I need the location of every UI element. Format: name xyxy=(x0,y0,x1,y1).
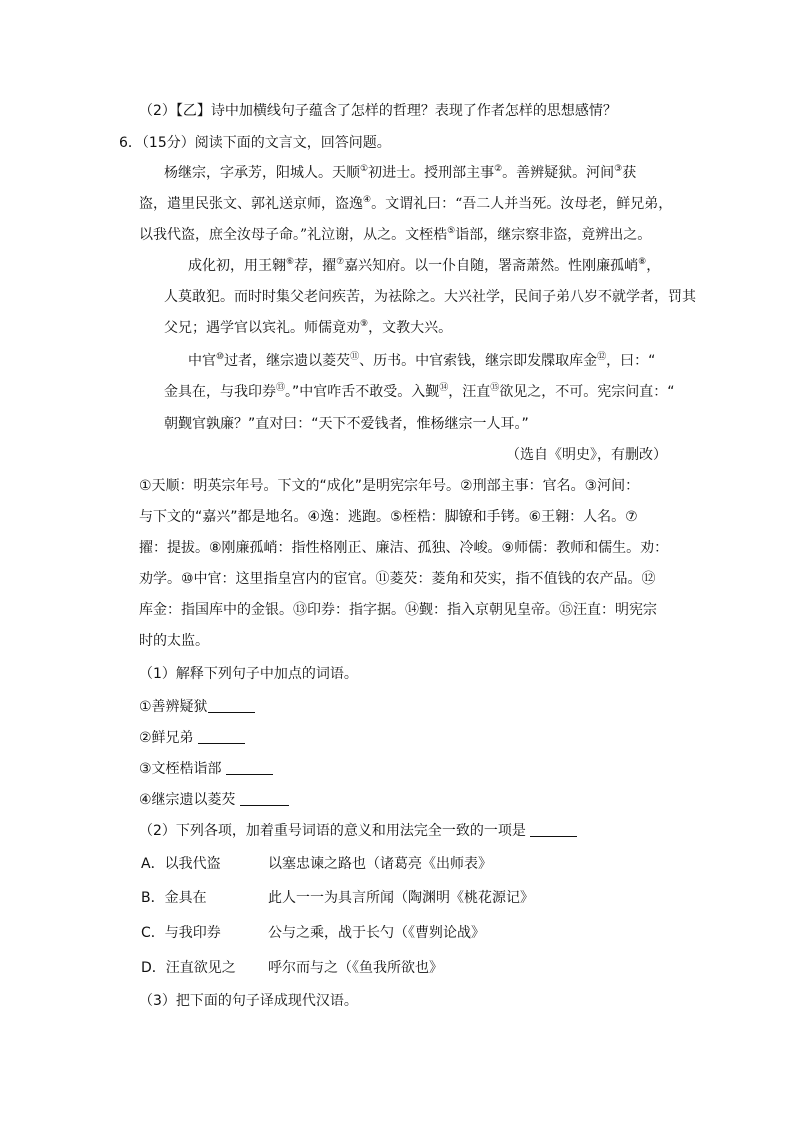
passage-text: 以我代盗，庶全汝母子命。”礼泣谢，从之。文桎梏 xyxy=(139,227,448,243)
passage-source: （选自《明史》，有删改） xyxy=(506,447,667,463)
footnote-marker: ⑩ xyxy=(216,352,225,362)
passage-p2-line1 xyxy=(188,256,660,276)
item-text: ③文桎梏诣部 xyxy=(139,761,227,777)
option-c[interactable] xyxy=(141,923,485,943)
option-label: B．金具在 xyxy=(141,890,207,906)
question-text: （2）下列各项，加着重号词语的意义和用法完全一致的一项是 xyxy=(139,823,531,839)
passage-text: 、历书。中官索钱，继宗即发牒取库金 xyxy=(359,353,598,369)
item-text: ②鲜兄弟 xyxy=(139,730,199,746)
option-text: 以塞忠谏之路也（诸葛亮《出师表》 xyxy=(268,856,492,872)
answer-blank[interactable] xyxy=(226,760,273,775)
footnote-marker: ⑥ xyxy=(286,257,295,267)
passage-text: 嘉兴知府。以一仆自随，署斋萧然。性刚廉孤峭 xyxy=(344,258,639,274)
footnote-marker: ⑮ xyxy=(490,383,500,393)
passage-text: 人莫敢犯。而时时集父老问疾苦，为祛除之。大兴社学，民间子弟八岁不就学者，罚其 xyxy=(164,289,696,305)
item-text: ④继宗遗以菱芡 xyxy=(139,792,241,808)
q6-header: 6．（15分）阅读下面的文言文，回答问题。 xyxy=(119,135,391,151)
option-label: C．与我印券 xyxy=(141,925,221,941)
passage-p1-line3 xyxy=(139,225,651,245)
sub-question-2 xyxy=(139,821,577,841)
passage-text: 。善辨疑狱。河间 xyxy=(502,165,615,181)
passage-text: 中官 xyxy=(188,353,216,369)
option-d[interactable] xyxy=(141,958,443,978)
option-b[interactable] xyxy=(141,888,534,908)
sub-question-1: （1）解释下列句子中加点的词语。 xyxy=(139,666,358,682)
passage-text: 荐，擢 xyxy=(294,258,337,274)
sub-question-3: （3）把下面的句子译成现代汉语。 xyxy=(139,993,358,1009)
annotation-line: 擢：提拔。⑧刚廉孤峭：指性格刚正、廉洁、孤独、冷峻。⑨师儒：教师和儒生。劝： xyxy=(139,540,669,556)
answer-blank[interactable] xyxy=(240,791,289,806)
option-text: 呼尔而与之（《鱼我所欲也》 xyxy=(268,960,443,976)
passage-text: 初进士。授刑部主事 xyxy=(368,165,495,181)
footnote-marker: ⑭ xyxy=(439,383,449,393)
footnote-marker: ⑧ xyxy=(638,257,647,267)
annotation-line: 劝学。⑩中官：这里指皇宫内的宦官。⑪菱芡：菱角和芡实，指不值钱的农产品。⑫ xyxy=(139,571,656,587)
item-1 xyxy=(139,697,255,717)
footnote-marker: ⑦ xyxy=(336,257,345,267)
passage-p3-line3 xyxy=(164,414,529,434)
passage-text: 欲见之，不可。宪宗问直：“ xyxy=(499,384,675,400)
passage-text: 诣部，继宗察非盗，竟辨出之。 xyxy=(455,227,652,243)
item-text: ①善辨疑狱 xyxy=(139,699,208,715)
passage-text: 过者，继宗遗以菱芡 xyxy=(224,353,351,369)
annotation-line: 与下文的“嘉兴”都是地名。④逸：逃跑。⑤桎梏：脚镣和手铐。⑥王翱：人名。⑦ xyxy=(139,509,638,525)
passage-p2-line3 xyxy=(164,318,452,338)
option-text: 此人一一为具言所闻（陶渊明《桃花源记》 xyxy=(268,890,534,906)
footnote-marker: ⑬ xyxy=(276,383,286,393)
passage-p3-line2 xyxy=(164,382,675,402)
passage-p2-line2 xyxy=(164,287,696,307)
item-2 xyxy=(139,728,245,748)
footnote-marker: ⑪ xyxy=(350,352,360,362)
passage-text: 父兄；遇学官以宾礼。师儒竟劝 xyxy=(164,320,360,336)
passage-text: ，曰：“ xyxy=(606,353,656,369)
passage-text: 。”中官咋舌不敢受。入觐 xyxy=(285,384,440,400)
passage-p3-line1 xyxy=(188,351,655,371)
option-text: 公与之乘，战于长勺（《曹刿论战》 xyxy=(268,925,485,941)
answer-blank[interactable] xyxy=(208,698,255,713)
answer-blank[interactable] xyxy=(198,729,245,744)
passage-p1-line1 xyxy=(164,163,636,183)
passage-text: ，汪直 xyxy=(448,384,491,400)
passage-text: ，文教大兴。 xyxy=(368,320,453,336)
footnote-marker: ⑨ xyxy=(360,319,369,329)
passage-text: 。文谓礼曰：“吾二人并当死。汝母老，鲜兄弟， xyxy=(371,196,673,212)
annotation-line: 库金：指国库中的金银。⑬印券：指字据。⑭觐：指入京朝见皇帝。⑮汪直：明宪宗 xyxy=(139,602,657,618)
item-4 xyxy=(139,790,289,810)
passage-text: 金具在，与我印券 xyxy=(164,384,276,400)
passage-text: 朝觐官孰廉？”直对曰：“天下不爱钱者，惟杨继宗一人耳。” xyxy=(164,416,529,432)
option-label: D．汪直欲见之 xyxy=(141,960,236,976)
annotation-line: 时的太监。 xyxy=(139,633,209,649)
passage-p1-line2 xyxy=(139,194,672,214)
passage-text: 成化初，用王翱 xyxy=(188,258,286,274)
footnote-marker: ⑤ xyxy=(447,226,456,236)
option-label: A．以我代盗 xyxy=(141,856,221,872)
annotation-line: ①天顺：明英宗年号。下文的“成化”是明宪宗年号。②刑部主事：官名。③河间： xyxy=(139,478,640,494)
passage-text: ， xyxy=(646,258,661,274)
footnote-marker: ④ xyxy=(363,195,372,205)
passage-text: 杨继宗，字承芳，阳城人。天顺 xyxy=(164,165,360,181)
footnote-marker: ③ xyxy=(614,164,623,174)
q5-sub2-question: （2）【乙】诗中加横线句子蕴含了怎样的哲理？表现了作者怎样的思想感情？ xyxy=(139,103,617,119)
passage-text: 盗，遣里民张文、郭礼送京师，盗逸 xyxy=(139,196,363,212)
passage-text: 获 xyxy=(622,165,637,181)
answer-blank[interactable] xyxy=(530,822,577,837)
item-3 xyxy=(139,759,273,779)
option-a[interactable] xyxy=(141,854,492,874)
footnote-marker: ② xyxy=(494,164,503,174)
footnote-marker: ⑫ xyxy=(597,352,607,362)
footnote-marker: ① xyxy=(360,164,369,174)
